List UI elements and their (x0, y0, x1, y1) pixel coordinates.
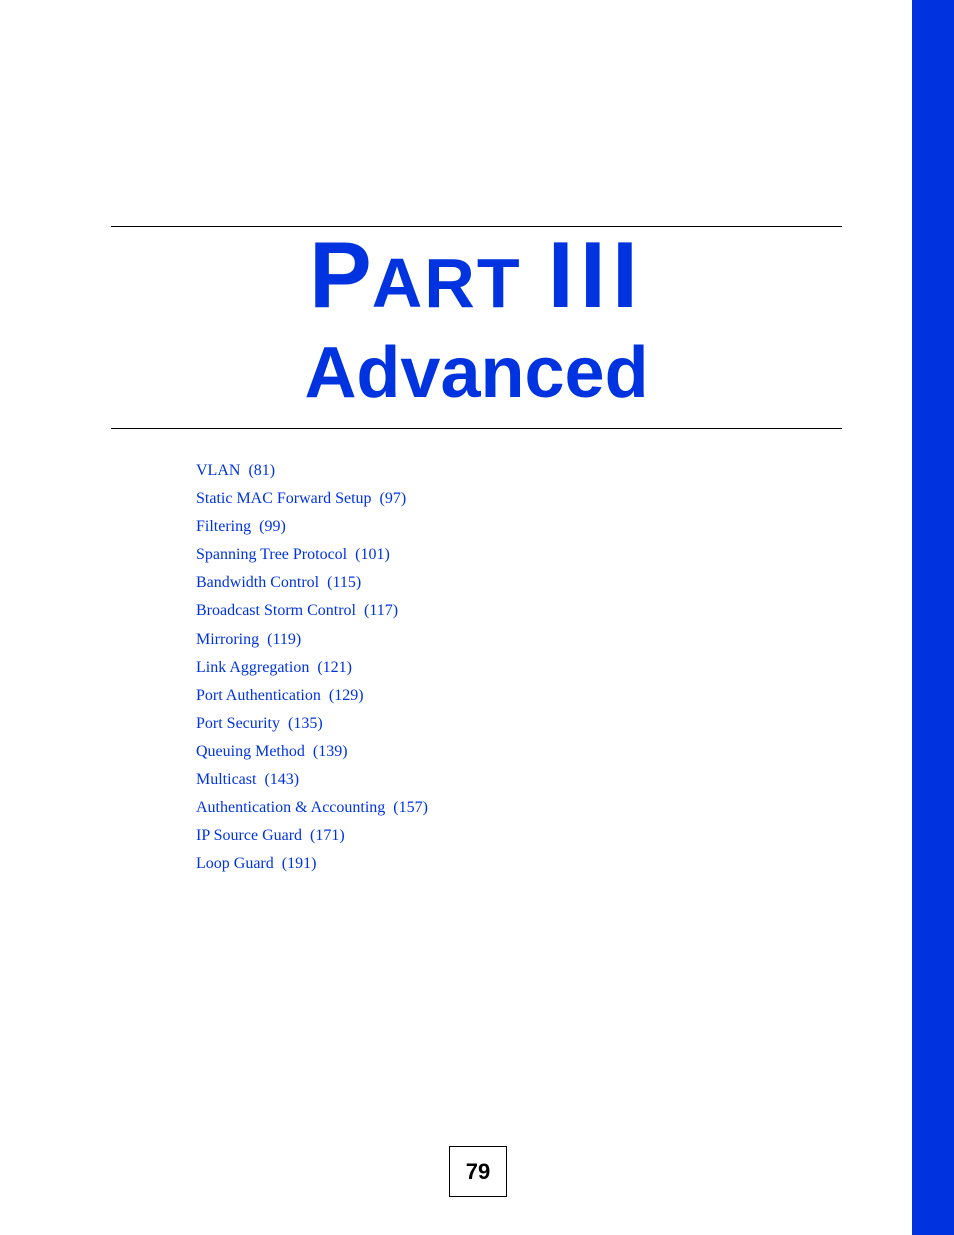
toc-link[interactable] (196, 740, 428, 768)
toc-link[interactable] (196, 459, 428, 487)
toc-link-title: Mirroring (196, 630, 260, 648)
part-number: III (547, 222, 644, 327)
toc-link[interactable] (196, 515, 428, 543)
toc-link-page: (119) (267, 630, 302, 648)
toc-link-title: Link Aggregation (196, 658, 310, 676)
part-heading-initial: P (309, 222, 372, 327)
toc-link-title: Spanning Tree Protocol (196, 546, 348, 564)
part-heading (111, 222, 842, 327)
toc-link-page: (143) (264, 771, 300, 789)
toc-link-title: Broadcast Storm Control (196, 602, 356, 620)
toc-link-page: (101) (355, 546, 390, 564)
top-divider (111, 226, 842, 227)
toc-link-page: (99) (259, 518, 286, 536)
toc-link-page: (129) (328, 686, 364, 704)
toc-link-page: (121) (317, 658, 352, 676)
toc-link-title: VLAN (196, 462, 241, 479)
page-number: 79 (449, 1146, 507, 1197)
toc-link-title: Multicast (196, 771, 257, 789)
toc-link[interactable] (196, 684, 428, 712)
toc-link-page: (157) (393, 799, 428, 817)
toc-link[interactable] (196, 628, 428, 656)
toc-link[interactable] (196, 824, 428, 852)
part-contents-list (196, 459, 428, 880)
toc-link-title: Bandwidth Control (196, 574, 320, 592)
chapter-edge-tab (912, 0, 954, 1235)
toc-link-title: Port Authentication (196, 686, 321, 704)
toc-link[interactable] (196, 543, 428, 571)
toc-link[interactable] (196, 712, 428, 740)
toc-link[interactable] (196, 571, 428, 599)
toc-link[interactable] (196, 487, 428, 515)
toc-link[interactable] (196, 768, 428, 796)
toc-link-page: (97) (379, 490, 407, 508)
toc-link-page: (171) (310, 827, 345, 845)
toc-link-title: Authentication & Accounting (196, 799, 386, 817)
toc-link[interactable] (196, 599, 428, 627)
toc-link-title: Filtering (196, 518, 252, 536)
toc-link-page: (139) (312, 742, 348, 760)
part-heading-rest: ART (371, 244, 522, 322)
toc-link-page: (191) (281, 855, 317, 873)
bottom-divider (111, 428, 842, 429)
toc-link-page: (135) (288, 714, 323, 732)
toc-link-title: Queuing Method (196, 742, 305, 760)
toc-link[interactable] (196, 796, 428, 824)
toc-link-page: (115) (327, 574, 362, 592)
toc-link-title: Port Security (196, 714, 280, 732)
toc-link[interactable] (196, 852, 428, 880)
toc-link-title: Static MAC Forward Setup (196, 490, 372, 508)
part-title: Advanced (304, 333, 649, 413)
toc-link-title: Loop Guard (196, 855, 274, 873)
toc-link[interactable] (196, 656, 428, 684)
toc-link-title: IP Source Guard (196, 827, 303, 845)
toc-link-page: (81) (248, 462, 276, 479)
toc-link-page: (117) (363, 602, 399, 620)
